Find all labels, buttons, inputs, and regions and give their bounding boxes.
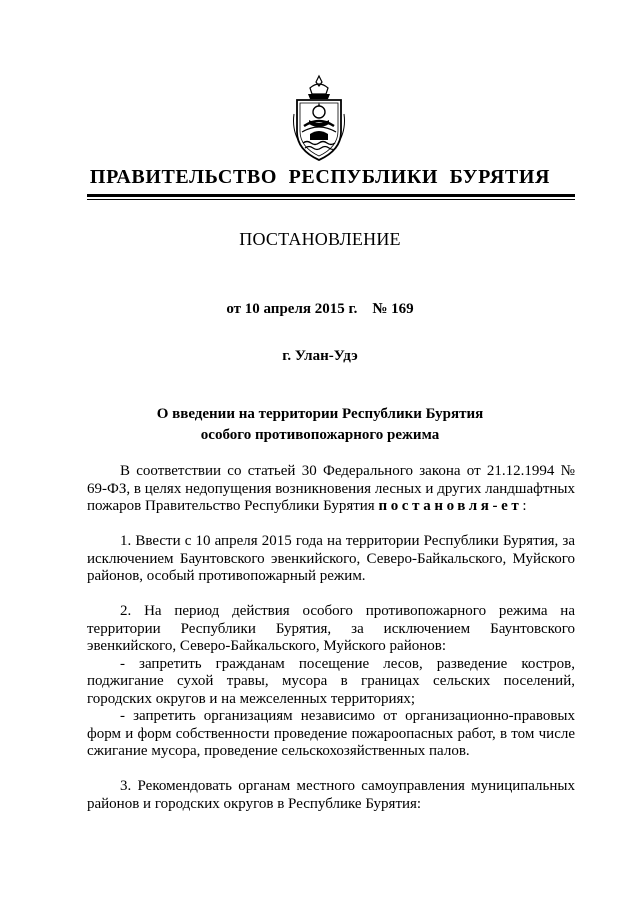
coat-of-arms-icon [292,74,346,162]
item-3-paragraph: 3. Рекомендовать органам местного самоуправления муниципальных районов и городских округов в Республике Бурятия: [87,778,575,812]
document-subject [0,404,640,446]
subject-line-1: О введении на территории Республики Бурятия [156,406,484,422]
document-type: ПОСТАНОВЛЕНИЕ [239,229,401,249]
document-body [87,463,575,813]
header-rule-thin [87,199,575,200]
item-1-paragraph: 1. Ввести с 10 апреля 2015 года на территории Республики Бурятия, за исключением Баунтовского эвенкийского, Северо-Байкальского, Муйского районов, особый противопожарный режим. [87,533,575,584]
preamble-paragraph [87,463,575,516]
preamble-text: В соответствии со статьей 30 Федерального закона от 21.12.1994 № 69-ФЗ, в целях недопущения возникновения лесных и других ландшафтных пожаров Правительство Республики Бурятия [87,463,575,514]
item-2a-paragraph: - запретить гражданам посещение лесов, разведение костров, поджигание сухой травы, мусора в границах сельских поселений, городских округов и на межселенных территориях; [87,655,575,707]
document-date-number: от 10 апреля 2015 г. № 169 [226,301,414,317]
item-2-paragraph: 2. На период действия особого противопожарного режима на территории Республики Бурятия, за исключением Баунтовского эвенкийского, Северо-Байкальского, Муйского районов: [87,603,575,654]
subject-line-2: особого противопожарного режима [200,427,440,443]
government-title: ПРАВИТЕЛЬСТВО РЕСПУБЛИКИ БУРЯТИЯ [89,166,551,188]
item-2b-paragraph: - запретить организациям независимо от организационно-правовых форм и форм собственности проведение пожароопасных работ, в том числе сжигание мусора, проведение сельскохозяйственных палов. [87,708,575,759]
header-rule-thick [87,194,575,197]
document-city: г. Улан-Удэ [282,348,358,364]
preamble-colon: : [522,498,527,514]
resolves-word: постановля-ет [378,498,523,514]
